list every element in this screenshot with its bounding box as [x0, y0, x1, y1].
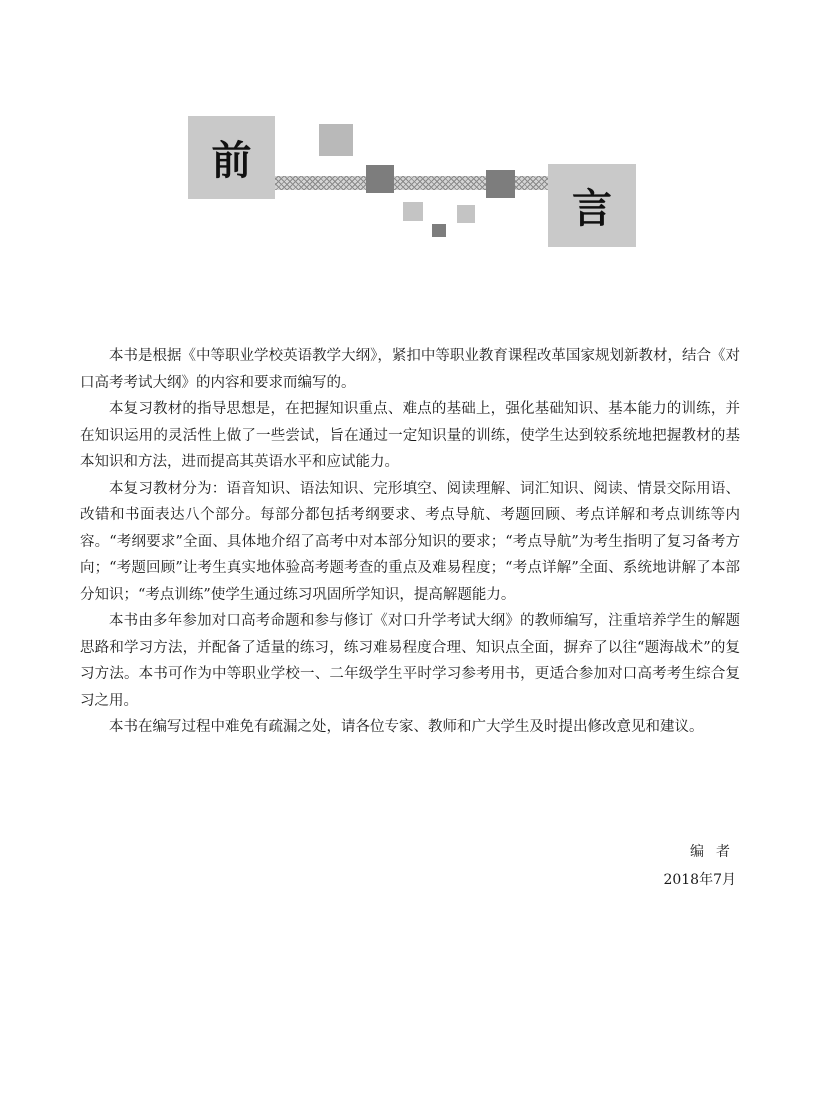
- decorative-square: [403, 202, 423, 221]
- signature-date: 2018年7月: [663, 872, 736, 888]
- signature-author: 编者: [690, 844, 742, 860]
- paragraph: 本复习教材的指导思想是，在把握知识重点、难点的基础上，强化基础知识、基本能力的训练，并在知识运用的灵活性上做了一些尝试，旨在通过一定知识量的训练，使学生达到较系统地把握教材的基本知识和方法，进而提高其英语水平和应试能力。: [80, 401, 740, 470]
- signature-block: [663, 838, 742, 894]
- paragraph: 本书在编写过程中难免有疏漏之处，请各位专家、教师和广大学生及时提出修改意见和建议。: [109, 719, 704, 735]
- paragraph: 本复习教材分为：语音知识、语法知识、完形填空、阅读理解、词汇知识、阅读、情景交际用语、改错和书面表达八个部分。每部分都包括考纲要求、考点导航、考题回顾、考点详解和考点训练等内容。“考纲要求”全面、具体地介绍了高考中对本部分知识的要求；“考点导航”为考生指明了复习备考方向；“考题回顾”让考生真实地体验高考题考查的重点及难易程度；“考点详解”全面、系统地讲解了本部分知识；“考点训练”使学生通过练习巩固所学知识，提高解题能力。: [80, 480, 740, 603]
- heading-char-yan: 言: [548, 164, 636, 247]
- preface-heading-banner: [0, 0, 816, 260]
- heading-char-qian: 前: [188, 116, 275, 199]
- decorative-square: [319, 124, 353, 156]
- paragraph: 本书是根据《中等职业学校英语教学大纲》，紧扣中等职业教育课程改革国家规划新教材，结合《对口高考考试大纲》的内容和要求而编写的。: [80, 348, 740, 391]
- decorative-square: [366, 165, 394, 193]
- decorative-square: [457, 205, 475, 223]
- preface-body: [80, 343, 740, 741]
- paragraph: 本书由多年参加对口高考命题和参与修订《对口升学考试大纲》的教师编写，注重培养学生的解题思路和学习方法，并配备了适量的练习，练习难易程度合理、知识点全面，摒弃了以往“题海战术”的复习方法。本书可作为中等职业学校一、二年级学生平时学习参考用书，更适合参加对口高考考生综合复习之用。: [80, 613, 740, 709]
- decorative-square: [432, 224, 446, 237]
- decorative-square: [486, 170, 515, 198]
